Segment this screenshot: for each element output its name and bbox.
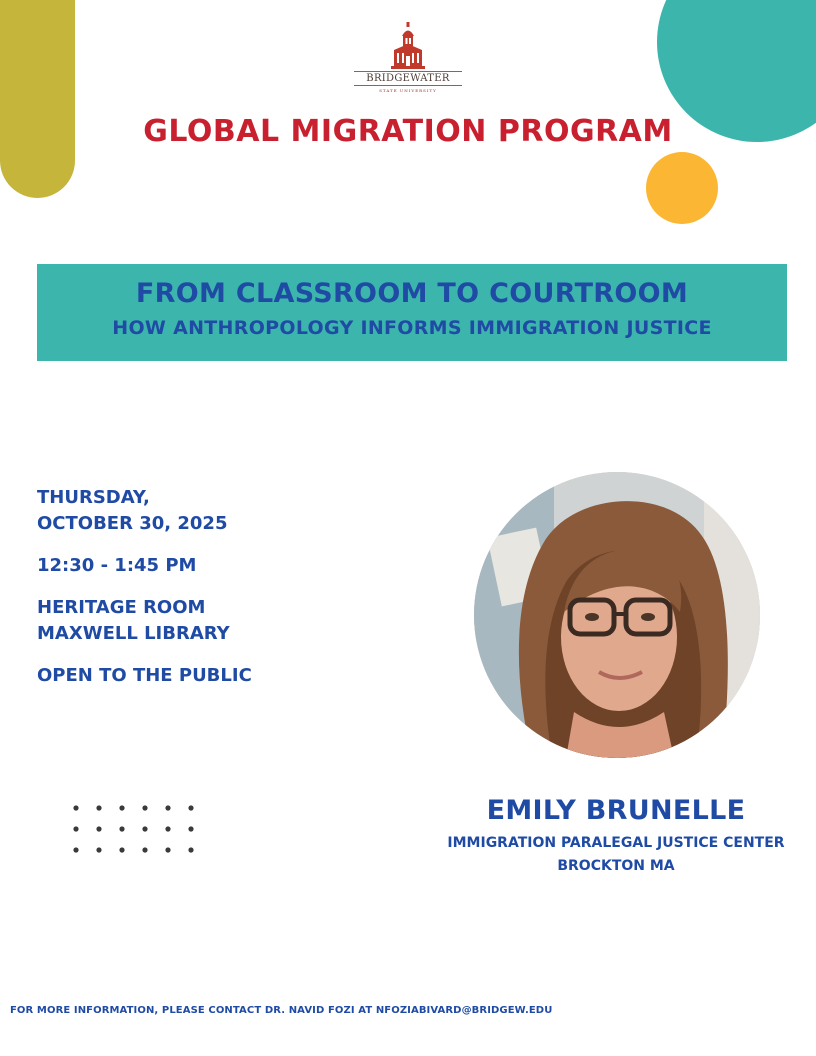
event-access: OPEN TO THE PUBLIC [37, 665, 252, 686]
decorative-dot [73, 805, 78, 810]
speaker-organization [420, 832, 812, 878]
decorative-dot [142, 826, 147, 831]
university-logo [354, 22, 462, 93]
decorative-dot [165, 805, 170, 810]
decorative-dot [165, 826, 170, 831]
event-access-block [37, 663, 357, 689]
decorative-dot [142, 847, 147, 852]
logo-wordmark: BRIDGEWATER [354, 71, 462, 86]
event-building: MAXWELL LIBRARY [37, 623, 230, 644]
speaker-org-name: IMMIGRATION PARALEGAL JUSTICE CENTER [447, 835, 785, 851]
event-details [37, 485, 357, 705]
decorative-dot [165, 847, 170, 852]
event-title-banner [37, 264, 787, 361]
event-time: 12:30 - 1:45 PM [37, 555, 197, 576]
contact-footer: FOR MORE INFORMATION, PLEASE CONTACT DR. NAVID FOZI AT NFOZIABIVARD@BRIDGEW.EDU [10, 1005, 553, 1016]
event-time-block [37, 553, 357, 579]
decorative-gold-circle [646, 152, 718, 224]
decorative-dot [119, 847, 124, 852]
decorative-dot [96, 826, 101, 831]
event-day: THURSDAY, [37, 487, 150, 508]
decorative-dot [142, 805, 147, 810]
logo-subtitle: STATE UNIVERSITY [379, 88, 437, 93]
decorative-dot [188, 826, 193, 831]
event-location-block [37, 595, 357, 647]
speaker-name: EMILY BRUNELLE [486, 795, 746, 826]
speaker-info [420, 795, 812, 878]
event-date: OCTOBER 30, 2025 [37, 513, 228, 534]
decorative-dot [73, 826, 78, 831]
speaker-location: BROCKTON MA [557, 858, 675, 874]
decorative-dot [96, 847, 101, 852]
decorative-dot [96, 805, 101, 810]
decorative-dot [73, 847, 78, 852]
decorative-dot [119, 805, 124, 810]
decorative-olive-pill [0, 0, 75, 198]
event-room: HERITAGE ROOM [37, 597, 206, 618]
decorative-dot [188, 847, 193, 852]
university-building-icon [388, 22, 428, 70]
decorative-dot-grid [72, 802, 202, 858]
event-subtitle: HOW ANTHROPOLOGY INFORMS IMMIGRATION JUSTICE [112, 317, 712, 339]
speaker-photo [474, 472, 760, 758]
program-title: GLOBAL MIGRATION PROGRAM [143, 114, 673, 149]
event-date-block [37, 485, 357, 537]
decorative-dot [188, 805, 193, 810]
decorative-dot [119, 826, 124, 831]
event-title: FROM CLASSROOM TO COURTROOM [135, 278, 689, 309]
